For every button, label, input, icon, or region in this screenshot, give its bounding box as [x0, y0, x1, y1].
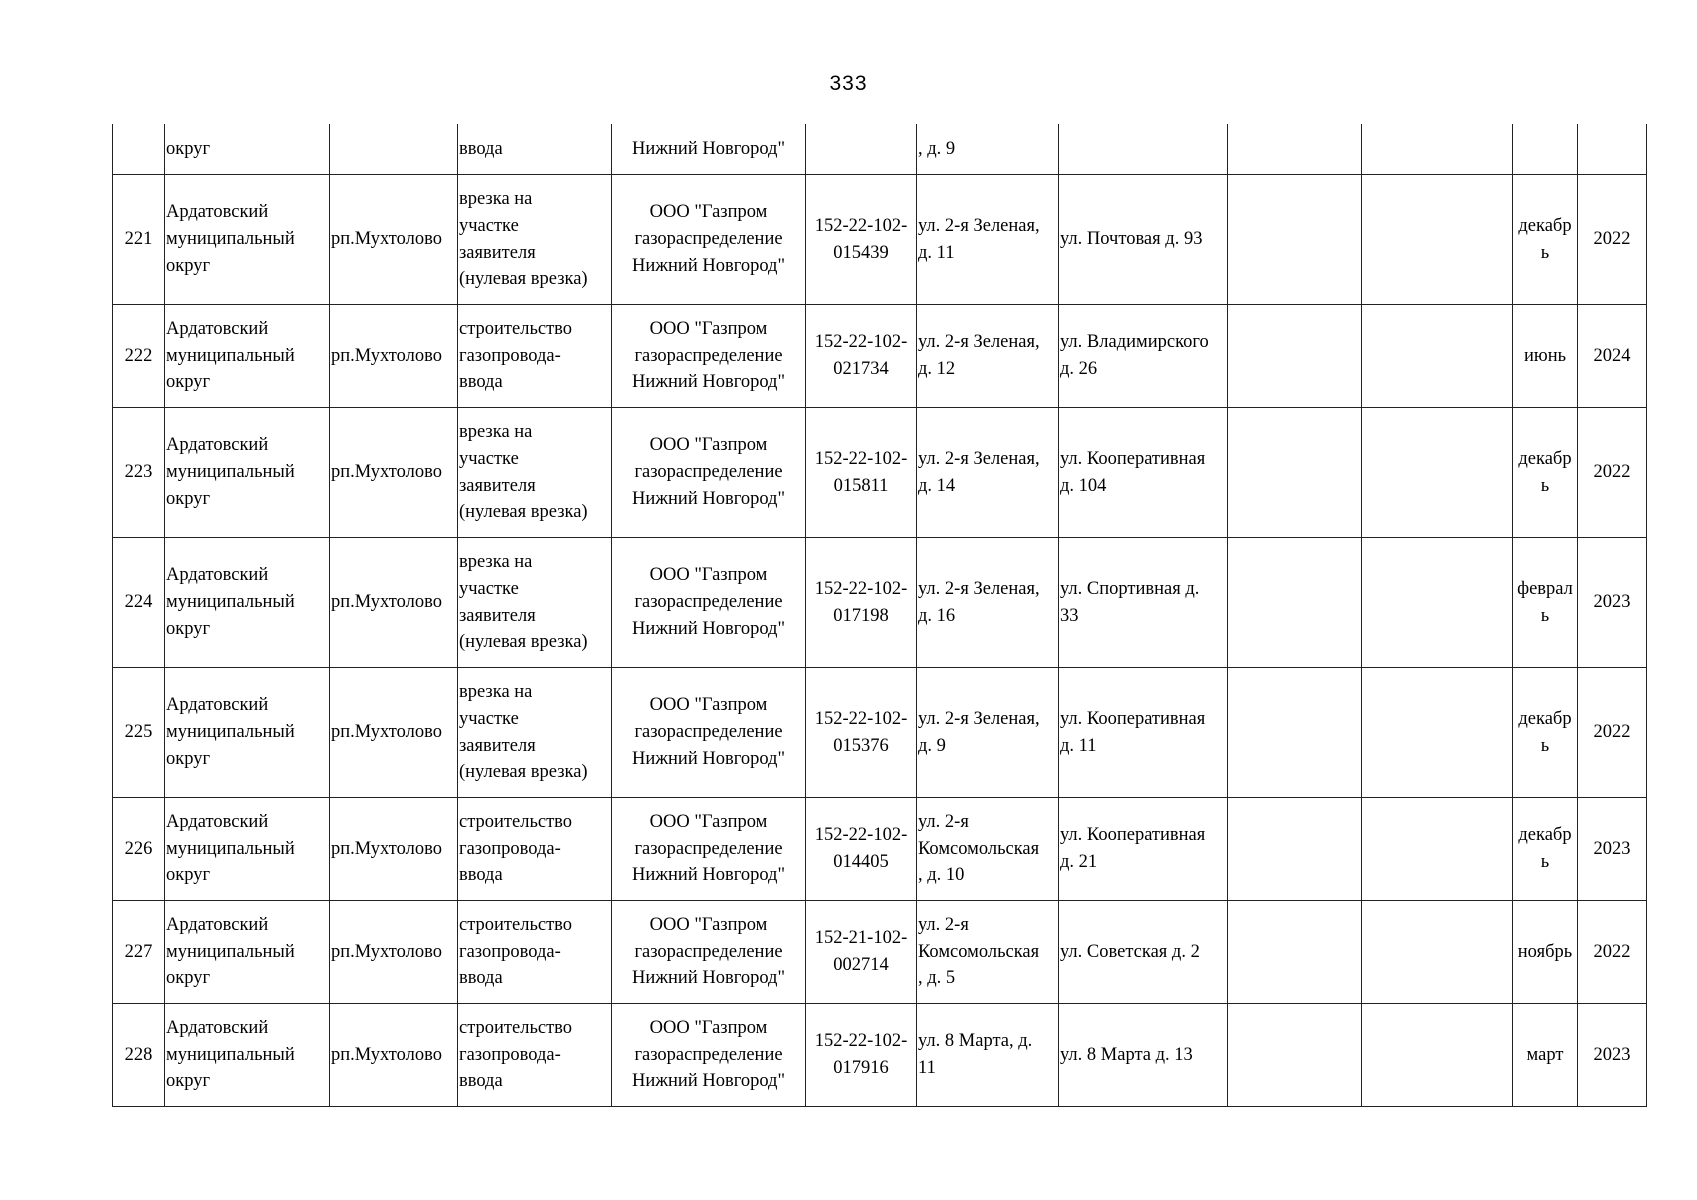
cell-street: ул. 8 Марта д. 13 — [1059, 1004, 1228, 1107]
cell-work: ввода — [458, 124, 612, 175]
cell-month: март — [1513, 1004, 1578, 1107]
cell-org: ООО "Газпром газораспределение Нижний Новгород" — [612, 408, 806, 538]
cell-empty-1 — [1228, 124, 1362, 175]
table-row — [113, 668, 1647, 798]
table-row — [113, 305, 1647, 408]
cell-empty-2 — [1362, 538, 1513, 668]
table-row — [113, 1004, 1647, 1107]
cell-district: Ардатовский муниципальный округ — [165, 538, 330, 668]
cell-org: ООО "Газпром газораспределение Нижний Новгород" — [612, 798, 806, 901]
cell-month: декабр ь — [1513, 175, 1578, 305]
cell-street: ул. Советская д. 2 — [1059, 901, 1228, 1004]
cell-empty-1 — [1228, 305, 1362, 408]
cell-empty-1 — [1228, 668, 1362, 798]
cell-month: феврал ь — [1513, 538, 1578, 668]
cell-address: ул. 2-я Зеленая, д. 16 — [917, 538, 1059, 668]
cell-address: ул. 2-я Зеленая, д. 12 — [917, 305, 1059, 408]
cell-street: ул. Кооперативная д. 21 — [1059, 798, 1228, 901]
cell-org: Нижний Новгород" — [612, 124, 806, 175]
cell-empty-1 — [1228, 538, 1362, 668]
table-row — [113, 538, 1647, 668]
cell-address: ул. 2-я Комсомольская , д. 10 — [917, 798, 1059, 901]
cell-code: 152-22-102- 017198 — [806, 538, 917, 668]
cell-settlement: рп.Мухтолово — [330, 408, 458, 538]
cell-num — [113, 124, 165, 175]
cell-num: 223 — [113, 408, 165, 538]
cell-work: врезка на участке заявителя (нулевая врезка) — [458, 668, 612, 798]
cell-code: 152-22-102- 014405 — [806, 798, 917, 901]
cell-num: 224 — [113, 538, 165, 668]
cell-code: 152-22-102- 015439 — [806, 175, 917, 305]
cell-district: Ардатовский муниципальный округ — [165, 901, 330, 1004]
cell-year: 2022 — [1578, 175, 1647, 305]
cell-work: строительство газопровода- ввода — [458, 901, 612, 1004]
cell-code: 152-22-102- 021734 — [806, 305, 917, 408]
cell-code — [806, 124, 917, 175]
cell-empty-2 — [1362, 668, 1513, 798]
cell-street: ул. Спортивная д. 33 — [1059, 538, 1228, 668]
cell-month: июнь — [1513, 305, 1578, 408]
cell-address: ул. 2-я Комсомольская , д. 5 — [917, 901, 1059, 1004]
cell-empty-1 — [1228, 901, 1362, 1004]
continuation-row — [113, 124, 1647, 175]
cell-num: 222 — [113, 305, 165, 408]
cell-work: строительство газопровода- ввода — [458, 1004, 612, 1107]
cell-street: ул. Кооперативная д. 11 — [1059, 668, 1228, 798]
cell-org: ООО "Газпром газораспределение Нижний Новгород" — [612, 538, 806, 668]
cell-empty-2 — [1362, 305, 1513, 408]
cell-empty-1 — [1228, 1004, 1362, 1107]
cell-year: 2023 — [1578, 538, 1647, 668]
cell-empty-2 — [1362, 175, 1513, 305]
cell-org: ООО "Газпром газораспределение Нижний Новгород" — [612, 668, 806, 798]
cell-num: 227 — [113, 901, 165, 1004]
cell-address: ул. 2-я Зеленая, д. 9 — [917, 668, 1059, 798]
cell-settlement: рп.Мухтолово — [330, 175, 458, 305]
cell-district: округ — [165, 124, 330, 175]
cell-month: декабр ь — [1513, 408, 1578, 538]
cell-year: 2022 — [1578, 901, 1647, 1004]
cell-code: 152-22-102- 017916 — [806, 1004, 917, 1107]
cell-code: 152-22-102- 015376 — [806, 668, 917, 798]
cell-district: Ардатовский муниципальный округ — [165, 1004, 330, 1107]
cell-empty-2 — [1362, 124, 1513, 175]
cell-code: 152-22-102- 015811 — [806, 408, 917, 538]
cell-month — [1513, 124, 1578, 175]
cell-settlement: рп.Мухтолово — [330, 798, 458, 901]
cell-year: 2023 — [1578, 1004, 1647, 1107]
cell-org: ООО "Газпром газораспределение Нижний Новгород" — [612, 1004, 806, 1107]
table-row — [113, 175, 1647, 305]
cell-district: Ардатовский муниципальный округ — [165, 408, 330, 538]
cell-year: 2023 — [1578, 798, 1647, 901]
cell-work: врезка на участке заявителя (нулевая врезка) — [458, 408, 612, 538]
cell-empty-2 — [1362, 1004, 1513, 1107]
cell-empty-1 — [1228, 175, 1362, 305]
cell-district: Ардатовский муниципальный округ — [165, 175, 330, 305]
cell-street — [1059, 124, 1228, 175]
cell-street: ул. Кооперативная д. 104 — [1059, 408, 1228, 538]
cell-street: ул. Почтовая д. 93 — [1059, 175, 1228, 305]
cell-empty-1 — [1228, 798, 1362, 901]
cell-district: Ардатовский муниципальный округ — [165, 668, 330, 798]
cell-code: 152-21-102- 002714 — [806, 901, 917, 1004]
cell-work: строительство газопровода- ввода — [458, 798, 612, 901]
cell-empty-2 — [1362, 901, 1513, 1004]
page-number: 333 — [829, 72, 868, 95]
table-row — [113, 408, 1647, 538]
cell-year — [1578, 124, 1647, 175]
cell-address: ул. 2-я Зеленая, д. 14 — [917, 408, 1059, 538]
table-row — [113, 798, 1647, 901]
cell-num: 225 — [113, 668, 165, 798]
cell-work: врезка на участке заявителя (нулевая врезка) — [458, 538, 612, 668]
cell-district: Ардатовский муниципальный округ — [165, 798, 330, 901]
cell-num: 226 — [113, 798, 165, 901]
cell-month: декабр ь — [1513, 798, 1578, 901]
cell-address: ул. 8 Марта, д. 11 — [917, 1004, 1059, 1107]
cell-org: ООО "Газпром газораспределение Нижний Новгород" — [612, 901, 806, 1004]
cell-settlement: рп.Мухтолово — [330, 305, 458, 408]
cell-address: ул. 2-я Зеленая, д. 11 — [917, 175, 1059, 305]
cell-year: 2022 — [1578, 408, 1647, 538]
cell-month: ноябрь — [1513, 901, 1578, 1004]
cell-address: , д. 9 — [917, 124, 1059, 175]
cell-year: 2022 — [1578, 668, 1647, 798]
cell-work: строительство газопровода- ввода — [458, 305, 612, 408]
cell-org: ООО "Газпром газораспределение Нижний Новгород" — [612, 175, 806, 305]
cell-year: 2024 — [1578, 305, 1647, 408]
cell-settlement: рп.Мухтолово — [330, 668, 458, 798]
cell-empty-2 — [1362, 798, 1513, 901]
cell-month: декабр ь — [1513, 668, 1578, 798]
cell-org: ООО "Газпром газораспределение Нижний Новгород" — [612, 305, 806, 408]
cell-num: 221 — [113, 175, 165, 305]
cell-settlement: рп.Мухтолово — [330, 1004, 458, 1107]
cell-settlement: рп.Мухтолово — [330, 901, 458, 1004]
cell-street: ул. Владимирского д. 26 — [1059, 305, 1228, 408]
table-body — [113, 124, 1647, 1107]
cell-num: 228 — [113, 1004, 165, 1107]
table-row — [113, 901, 1647, 1004]
cell-work: врезка на участке заявителя (нулевая врезка) — [458, 175, 612, 305]
registry-table — [112, 124, 1647, 1107]
cell-district: Ардатовский муниципальный округ — [165, 305, 330, 408]
cell-empty-1 — [1228, 408, 1362, 538]
cell-settlement — [330, 124, 458, 175]
cell-settlement: рп.Мухтолово — [330, 538, 458, 668]
cell-empty-2 — [1362, 408, 1513, 538]
